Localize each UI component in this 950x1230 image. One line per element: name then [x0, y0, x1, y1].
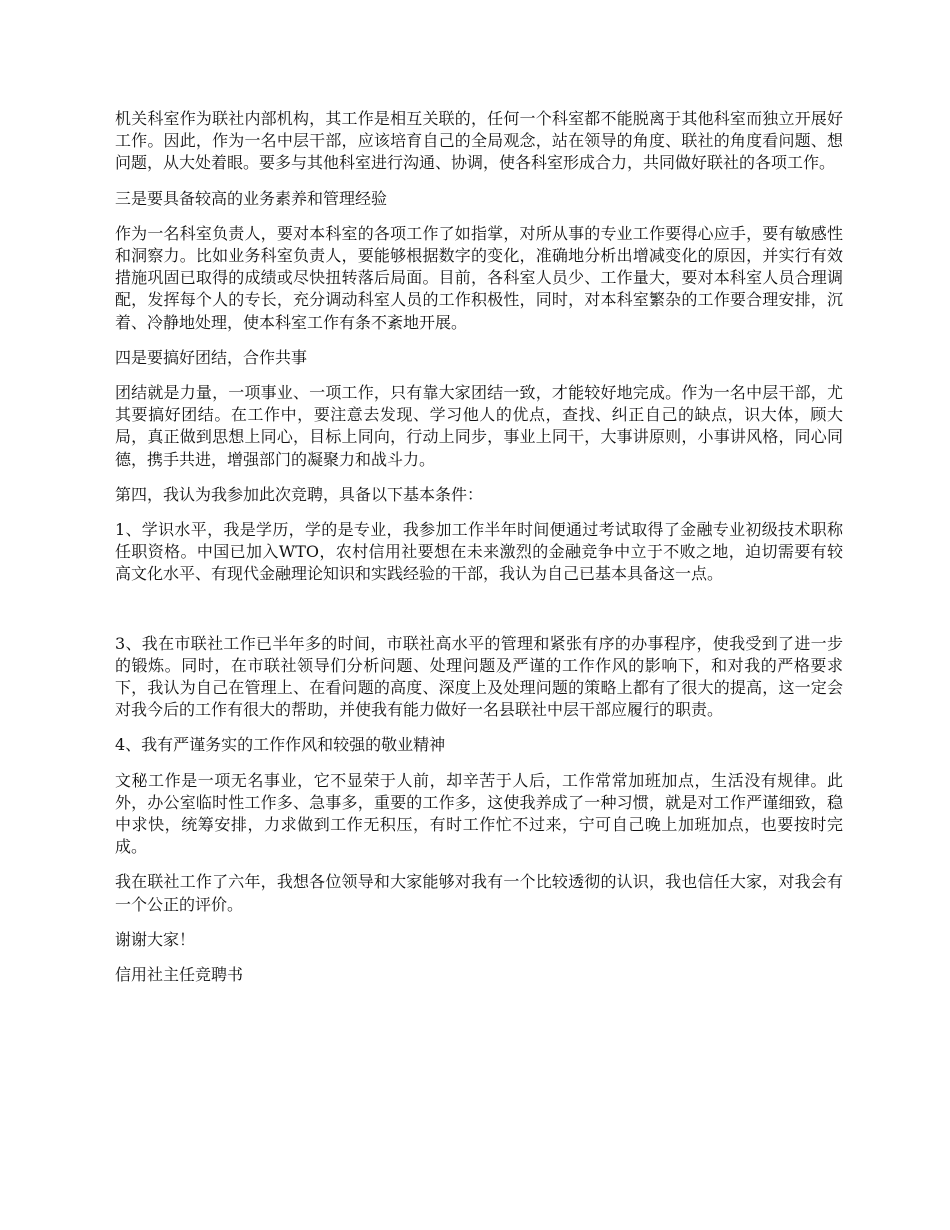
paragraph-secretary-work: 文秘工作是一项无名事业，它不显荣于人前，却辛苦于人后，工作常常加班加点，生活没有规律。此外，办公室临时性工作多、急事多，重要的工作多，这使我养成了一种习惯，就是对工作严谨细致，稳中求快，统筹安排，力求做到工作无积压，有时工作忙不过来，宁可自己晚上加班加点，也要按时完成。: [115, 770, 843, 857]
heading-conditions: 第四，我认为我参加此次竞聘，具备以下基本条件：: [115, 484, 484, 504]
paragraph-department-head: 作为一名科室负责人，要对本科室的各项工作了如指掌，对所从事的专业工作要得心应手，要有敏感性和洞察力。比如业务科室负责人，要能够根据数字的变化，准确地分析出增减变化的原因，并实行有效措施巩固已取得的成绩或尽快扭转落后局面。目前，各科室人员少、工作量大，要对本科室人员合理调配，发挥每个人的专长，充分调动科室人员的工作积极性，同时，对本科室繁杂的工作要合理安排，沉着、冷静地处理，使本科室工作有条不紊地开展。: [115, 223, 843, 332]
paragraph-condition-3: 3、我在市联社工作已半年多的时间，市联社高水平的管理和紧张有序的办事程序，使我受到了进一步的锻炼。同时，在市联社领导们分析问题、处理问题及严谨的工作作风的影响下，和对我的严格要求下，我认为自己在管理上、在看问题的高度、深度上及处理问题的策略上都有了很大的提高，这一定会对我今后的工作有很大的帮助，并使我有能力做好一名县联社中层干部应履行的职责。: [115, 633, 843, 720]
heading-business-quality: 三是要具备较高的业务素养和管理经验: [115, 188, 388, 208]
heading-unity: 四是要搞好团结，合作共事: [115, 347, 308, 367]
document-body: [115, 108, 843, 999]
blank-gap: [115, 599, 843, 633]
document-title-footer: 信用社主任竞聘书: [115, 965, 244, 985]
heading-condition-4: 4、我有严谨务实的工作作风和较强的敬业精神: [115, 735, 446, 755]
paragraph-thanks: 谢谢大家！: [115, 929, 196, 949]
paragraph-team-coordination: 机关科室作为联社内部机构，其工作是相互关联的，任何一个科室都不能脱离于其他科室而独立开展好工作。因此，作为一名中层干部，应该培育自己的全局观念，站在领导的角度、联社的角度看问题、想问题，从大处着眼。要多与其他科室进行沟通、协调，使各科室形成合力，共同做好联社的各项工作。: [115, 109, 843, 173]
paragraph-six-years: 我在联社工作了六年，我想各位领导和大家能够对我有一个比较透彻的认识，我也信任大家，对我会有一个公正的评价。: [115, 872, 843, 914]
paragraph-condition-1: 1、学识水平，我是学历，学的是专业，我参加工作半年时间便通过考试取得了金融专业初级技术职称任职资格。中国已加入WTO，农村信用社要想在未来激烈的金融竞争中立于不败之地，迫切需要有较高文化水平、有现代金融理论知识和实践经验的干部，我认为自己已基本具备这一点。: [115, 520, 843, 584]
paragraph-unity: 团结就是力量，一项事业、一项工作，只有靠大家团结一致，才能较好地完成。作为一名中层干部，尤其要搞好团结。在工作中，要注意去发现、学习他人的优点，查找、纠正自己的缺点，识大体，顾大局，真正做到思想上同心，目标上同向，行动上同步，事业上同干，大事讲原则，小事讲风格，同心同德，携手共进，增强部门的凝聚力和战斗力。: [115, 383, 843, 469]
